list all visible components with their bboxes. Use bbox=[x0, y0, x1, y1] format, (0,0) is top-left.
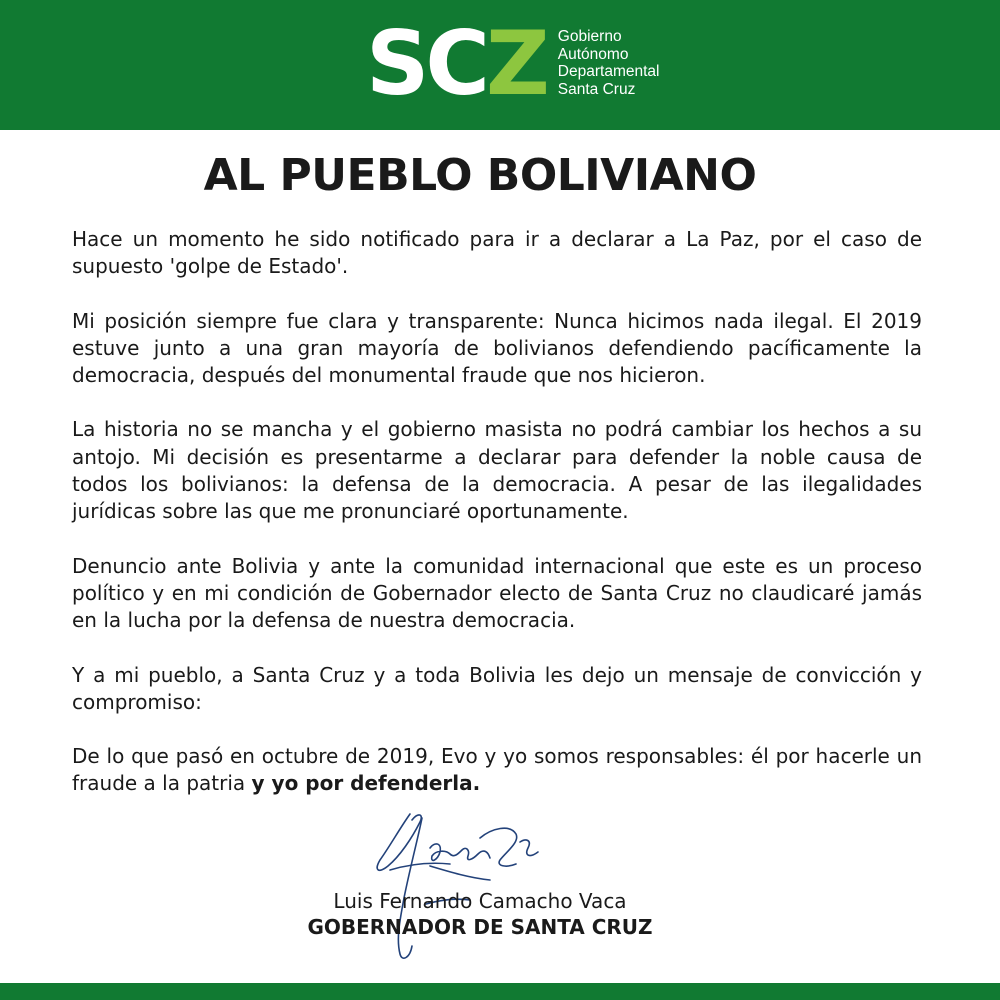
signatory-title: GOBERNADOR DE SANTA CRUZ bbox=[307, 915, 653, 939]
logo-caption bbox=[558, 28, 660, 98]
logo-caption-line: Autónomo bbox=[557, 45, 629, 63]
footer-bar bbox=[0, 983, 1000, 1000]
closing-text: De lo que pasó en octubre de 2019, Evo y yo somos responsables: él por hacerle un fraude a la patria bbox=[72, 744, 922, 796]
document-title: AL PUEBLO BOLIVIANO bbox=[203, 150, 757, 201]
paragraph: Y a mi pueblo, a Santa Cruz y a toda Bolivia les dejo un mensaje de convicción y compromiso: bbox=[72, 662, 922, 714]
paragraph: Hace un momento he sido notificado para ir a declarar a La Paz, por el caso de supuesto 'golpe de Estado'. bbox=[72, 227, 922, 279]
paragraph: La historia no se mancha y el gobierno masista no podrá cambiar los hechos a su antojo. Mi decisión es presentarme a declarar para defender la noble causa de todos los bolivianos: la defensa de la democracia. A pesar de las ilegalidades jurídicas sobre las que me pronunciaré oportunamente. bbox=[72, 417, 922, 524]
closing-bold-text: y yo por defenderla. bbox=[251, 771, 481, 796]
closing-paragraph bbox=[72, 743, 922, 798]
logo-caption-line: Santa Cruz bbox=[557, 80, 636, 98]
logo-letter-z: Z bbox=[485, 12, 546, 115]
logo-caption-line: Departamental bbox=[557, 63, 660, 80]
logo-caption-line: Gobierno bbox=[557, 28, 622, 45]
header-banner bbox=[0, 0, 1000, 130]
signature-block bbox=[300, 808, 660, 968]
signatory-name: Luis Fernando Camacho Vaca bbox=[333, 889, 627, 913]
paragraph: Mi posición siempre fue clara y transparente: Nunca hicimos nada ilegal. El 2019 estuve junto a una gran mayoría de bolivianos defendiendo pacíficamente la democracia, después del monumental fraude que nos hicieron. bbox=[72, 308, 922, 388]
logo-letters bbox=[366, 12, 546, 115]
scz-logo bbox=[366, 12, 660, 115]
logo-letter-c: C bbox=[425, 12, 486, 115]
logo-letter-s: S bbox=[366, 12, 426, 115]
paragraph: Denuncio ante Bolivia y ante la comunidad internacional que este es un proceso político y en mi condición de Gobernador electo de Santa Cruz no claudicaré jamás en la lucha por la defensa de nuestra democracia. bbox=[72, 553, 922, 633]
document-body bbox=[72, 226, 922, 825]
